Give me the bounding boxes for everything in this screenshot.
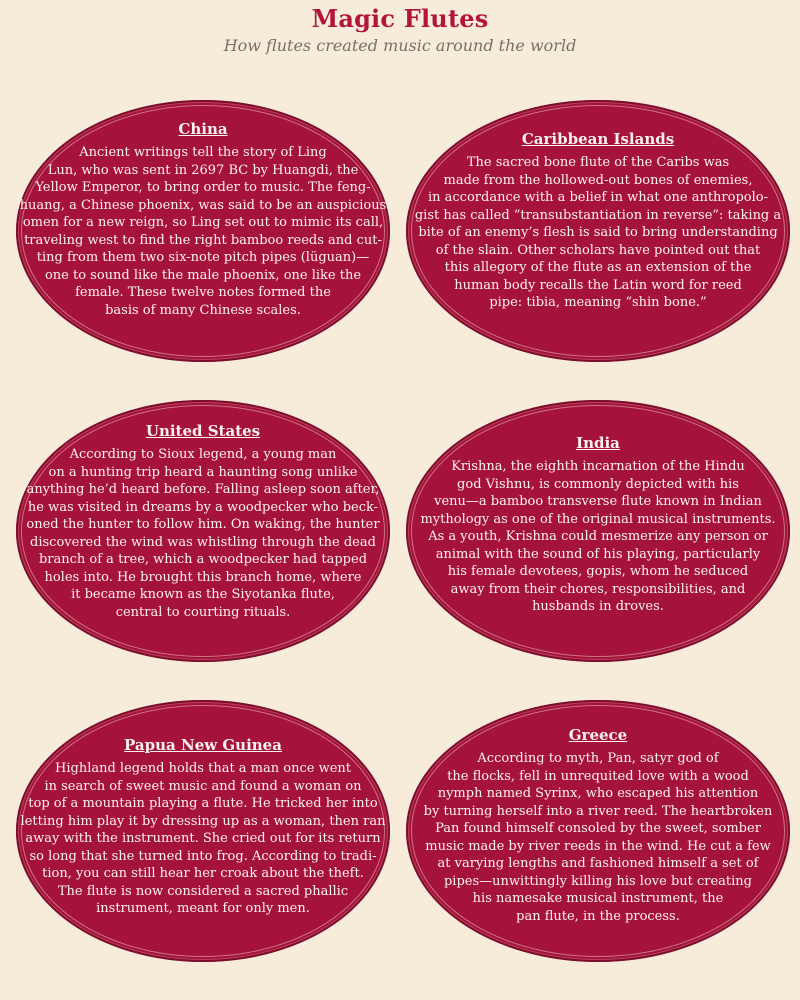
- panel-text: The sacred bone flute of the Caribs was made from the hollowed-out bones of enemies, in accordance with a belief in what one anthropolo- gist has called “transubstantiation in reverse”: taking a bite of an enemy’s flesh is said to bring understanding of the slain. Other scholars have pointed out that this allegory of the flute as an extension of the human body recalls the Latin word for reed pipe: tibia, meaning “shin bone.”: [414, 155, 782, 310]
- panel-title: Greece: [568, 726, 628, 744]
- panel-united-states: [16, 400, 390, 662]
- panel-title: United States: [145, 422, 261, 440]
- panel-text: Ancient writings tell the story of Ling Lun, who was sent in 2697 BC by Huangdi, the Yellow Emperor, to bring order to music. The feng- huang, a Chinese phoenix, was said to be an auspicious omen for a new reign, so Ling set out to mimic its call, traveling west to find the right bamboo reeds and cut- ting from them two six-note pitch pipes (lüguan)— one to sound like the male phoenix, one like the female. These twelve notes formed the basis of many Chinese scales.: [19, 145, 387, 318]
- page-header: [0, 4, 800, 56]
- panel-text: According to myth, Pan, satyr god of the flocks, fell in unrequited love with a wood nymph named Syrinx, who escaped his attention by turning herself into a river reed. The heartbroken Pan found himself consoled by the sweet, somber music made by river reeds in the wind. He cut a few at varying lengths and fashioned himself a set of pipes—unwittingly killing his love but creating his namesake musical instrument, the pan flute, in the process.: [423, 751, 773, 924]
- panel-title: Papua New Guinea: [124, 736, 282, 754]
- panel-title: India: [576, 434, 620, 452]
- panel-text: Krishna, the eighth incarnation of the Hindu god Vishnu, is commonly depicted with his venu—a bamboo transverse flute known in Indian mythology as one of the original musical instruments. As a youth, Krishna could mesmerize any person or animal with the sound of his playing, particularly his female devotees, gopis, whom he seduced away from their chores, responsibilities, and husbands in droves.: [420, 459, 776, 614]
- panel-papua-new-guinea: [16, 700, 390, 962]
- page-title: Magic Flutes: [311, 4, 489, 33]
- panel-text: According to Sioux legend, a young man on a hunting trip heard a haunting song unlike anything he’d heard before. Falling asleep soon after, he was visited in dreams by a woodpecker who beck- oned the hunter to follow him. On waking, the hunter discovered the wind was whistling through the dead branch of a tree, which a woodpecker had tapped holes into. He brought this branch home, where it became known as the Siyotanka flute, central to courting rituals.: [26, 447, 380, 620]
- panel-greece: [406, 700, 790, 962]
- panel-caribbean-islands: [406, 100, 790, 362]
- panel-china: [16, 100, 390, 362]
- panel-india: [406, 400, 790, 662]
- panel-title: Caribbean Islands: [521, 130, 675, 148]
- page-subtitle: How flutes created music around the world: [223, 36, 577, 55]
- panel-title: China: [178, 120, 228, 138]
- panel-text: Highland legend holds that a man once went in search of sweet music and found a woman on top of a mountain playing a flute. He tricked her into letting him play it by dressing up as a woman, then ran away with the instrument. She cried out for its return so long that she turned into frog. According to tradi- tion, you can still hear her croak about the theft. The flute is now considered a sacred phallic instrument, meant for only men.: [20, 761, 386, 916]
